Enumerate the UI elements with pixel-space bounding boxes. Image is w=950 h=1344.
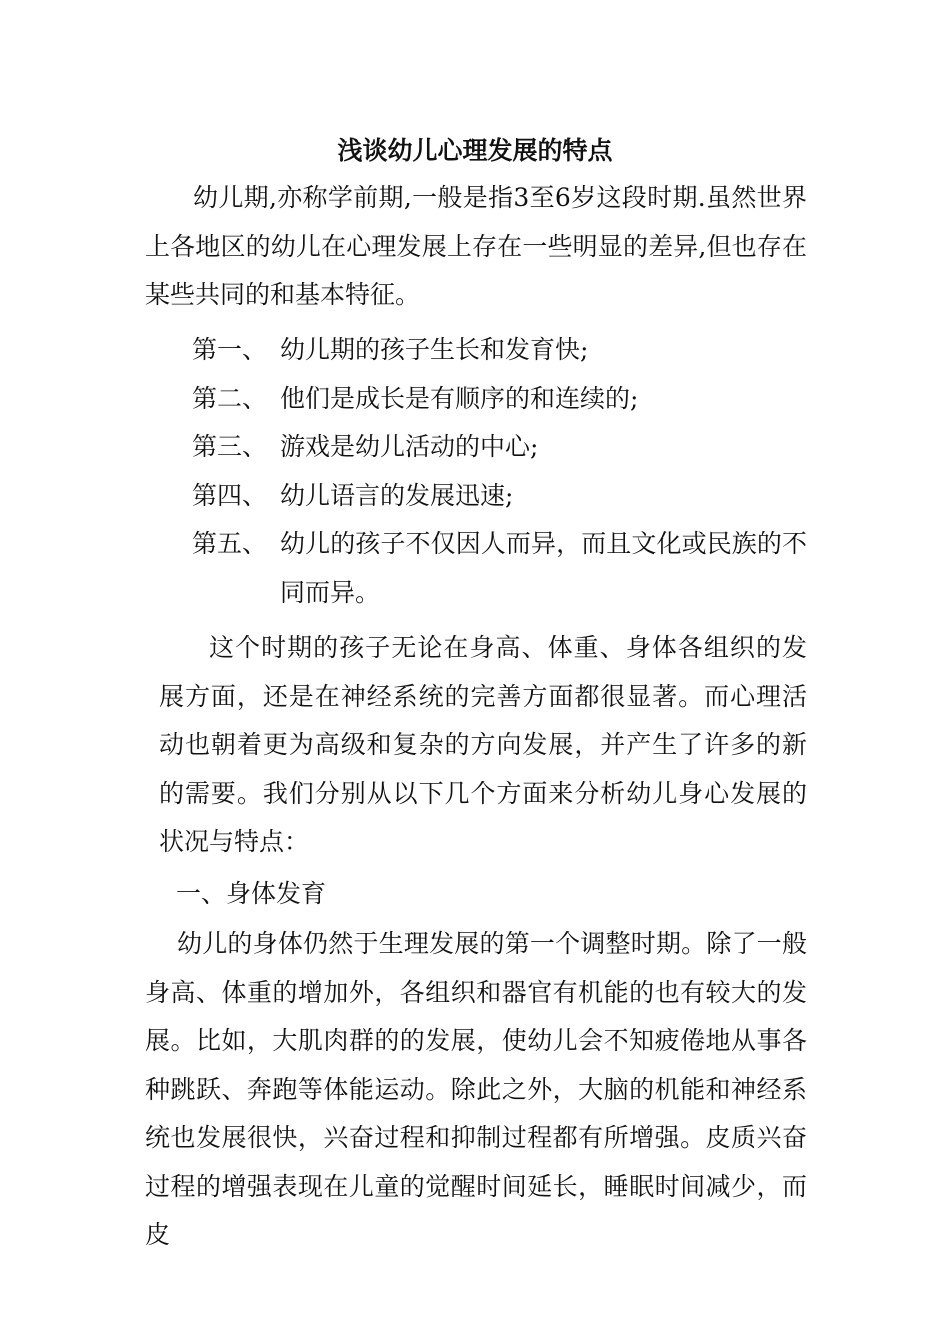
list-item-text: 幼儿的孩子不仅因人而异，而且文化或民族的不同而异。 xyxy=(280,529,807,607)
document-title: 浅谈幼儿心理发展的特点 xyxy=(337,136,613,165)
list-item xyxy=(192,520,807,617)
list-item-text: 幼儿语言的发展迅速; xyxy=(280,480,514,510)
list-item-text: 游戏是幼儿活动的中心; xyxy=(280,432,539,461)
development-paragraph: 这个时期的孩子无论在身高、体重、身体各组织的发展方面，还是在神经系统的完善方面都很显著。而心理活动也朝着更为高级和复杂的方向发展，并产生了许多的新的需要。我们分别从以下几个方面来分析幼儿身心发展的状况与特点： xyxy=(159,633,807,856)
list-item xyxy=(192,375,807,424)
list-item-text: 幼儿期的孩子生长和发育快; xyxy=(280,335,589,364)
section-heading: 一、身体发育 xyxy=(176,879,327,908)
list-item xyxy=(192,472,807,521)
list-item-text: 他们是成长是有顺序的和连续的; xyxy=(280,383,639,413)
list-item-number: 第一、 xyxy=(192,335,268,364)
list-item-number: 第三、 xyxy=(192,432,268,461)
list-item-number: 第五、 xyxy=(192,529,268,558)
list-item xyxy=(192,326,807,375)
intro-paragraph: 幼儿期,亦称学前期,一般是指3至6岁这段时期.虽然世界上各地区的幼儿在心理发展上存在一些明显的差异,但也存在某些共同的和基本特征。 xyxy=(145,183,807,309)
list-item xyxy=(192,423,807,472)
list-item-number: 第二、 xyxy=(192,383,268,413)
body-development-paragraph: 幼儿的身体仍然于生理发展的第一个调整时期。除了一般身高、体重的增加外，各组织和器官有机能的也有较大的发展。比如，大肌肉群的的发展，使幼儿会不知疲倦地从事各种跳跃、奔跑等体能运动。除此之外，大脑的机能和神经系统也发展很快，兴奋过程和抑制过程都有所增强。皮质兴奋过程的增强表现在儿童的觉醒时间延长，睡眠时间减少，而皮 xyxy=(145,929,807,1249)
feature-list xyxy=(192,326,807,617)
list-item-number: 第四、 xyxy=(192,480,268,510)
